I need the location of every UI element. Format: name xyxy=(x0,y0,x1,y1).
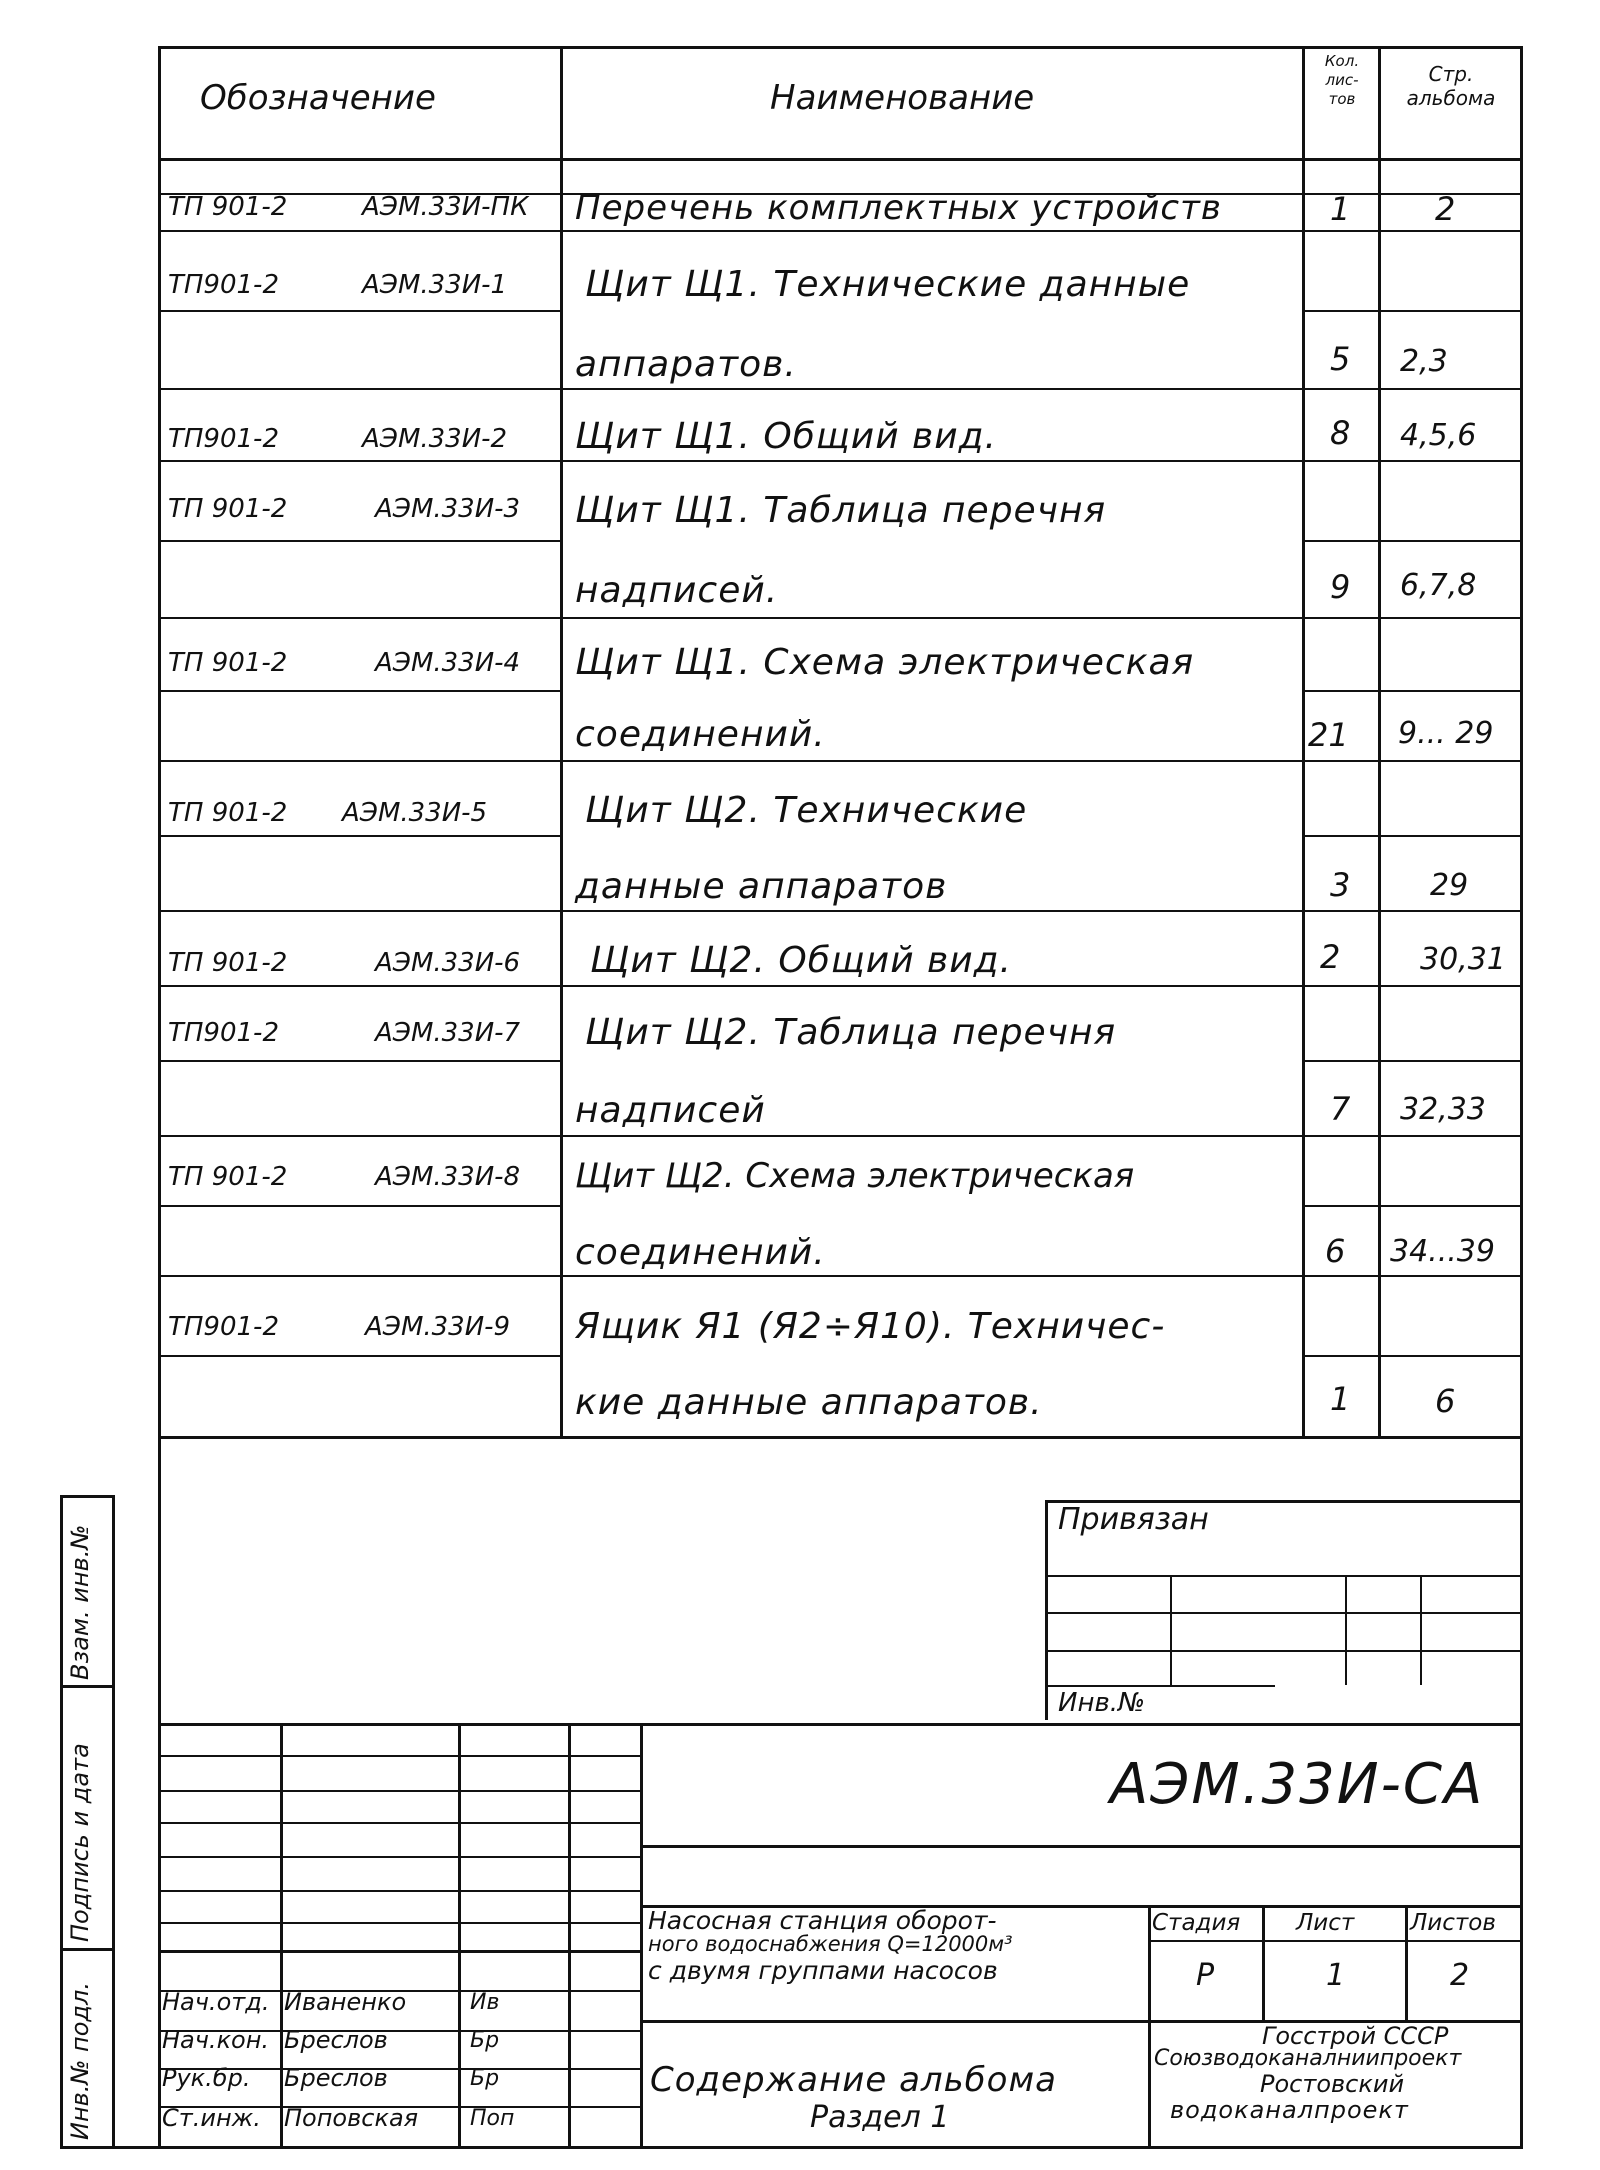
signer-signature: Поп xyxy=(470,2106,515,2131)
signer-signature: Бр xyxy=(470,2028,500,2053)
row-pages: 32,33 xyxy=(1400,1092,1486,1127)
header-album-page: Стр. альбома xyxy=(1406,62,1496,110)
signer-name: Иваненко xyxy=(284,1988,407,2016)
row-name-line: Щит Щ1. Общий вид. xyxy=(575,416,997,457)
project-desc-line: с двумя группами насосов xyxy=(648,1956,998,1985)
row-name-line: Щит Щ2. Таблица перечня xyxy=(585,1012,1117,1053)
row-name-line: Щит Щ2. Общий вид. xyxy=(590,940,1012,981)
row-code: ТП901-2 xyxy=(168,1312,279,1342)
row-name-line: Щит Щ2. Технические xyxy=(585,790,1028,831)
header-sheets: Кол. лис- тов xyxy=(1324,52,1360,108)
row-pages: 34...39 xyxy=(1390,1234,1495,1269)
row-sheets: 1 xyxy=(1330,190,1351,228)
sheet-value: 1 xyxy=(1326,1958,1346,1993)
signer-signature: Бр xyxy=(470,2066,500,2091)
org-line: водоканалпроект xyxy=(1170,2096,1409,2124)
row-code: ТП 901-2 xyxy=(168,798,288,828)
side-vzam: Взам. инв.№ xyxy=(66,1524,94,1680)
sheets-label: Листов xyxy=(1410,1910,1496,1936)
row-code: ТП 901-2 xyxy=(168,648,288,678)
sheet-label: Лист xyxy=(1296,1910,1355,1936)
org-line: Госстрой СССР xyxy=(1262,2022,1449,2050)
project-desc-line: Насосная станция оборот- xyxy=(648,1906,997,1935)
signer-role: Ст.инж. xyxy=(162,2104,261,2132)
row-suffix: АЭМ.33И-7 xyxy=(375,1018,521,1048)
row-pages: 9... 29 xyxy=(1398,716,1494,751)
binding-inv-label: Инв.№ xyxy=(1058,1688,1146,1718)
signer-role: Нач.кон. xyxy=(162,2026,270,2054)
doc-code: АЭМ.33И-СА xyxy=(1110,1752,1485,1817)
row-name-line: Щит Щ2. Схема электрическая xyxy=(575,1156,1135,1196)
row-pages: 2,3 xyxy=(1400,344,1448,379)
row-sheets: 21 xyxy=(1308,716,1349,754)
row-code: ТП901-2 xyxy=(168,424,279,454)
row-sheets: 3 xyxy=(1330,866,1351,904)
row-code: ТП901-2 xyxy=(168,1018,279,1048)
row-suffix: АЭМ.33И-6 xyxy=(375,948,521,978)
row-suffix: АЭМ.33И-2 xyxy=(362,424,508,454)
row-name-line: Перечень комплектных устройств xyxy=(575,188,1222,228)
org-line: Союзводоканалниипроект xyxy=(1154,2046,1462,2071)
signer-role: Рук.бр. xyxy=(162,2064,251,2092)
row-sheets: 9 xyxy=(1330,568,1351,606)
row-sheets: 5 xyxy=(1330,340,1351,378)
document-subtitle: Раздел 1 xyxy=(810,2100,950,2135)
row-suffix: АЭМ.33И-1 xyxy=(362,270,508,300)
row-suffix: АЭМ.33И-ПК xyxy=(362,192,529,222)
row-name-line: соединений. xyxy=(575,1232,826,1273)
row-name-line: Щит Щ1. Схема электрическая xyxy=(575,642,1195,683)
row-code: ТП 901-2 xyxy=(168,192,288,222)
row-name-line: аппаратов. xyxy=(575,344,797,385)
row-name-line: надписей. xyxy=(575,570,779,611)
row-code: ТП 901-2 xyxy=(168,1162,288,1192)
row-suffix: АЭМ.33И-9 xyxy=(365,1312,511,1342)
row-sheets: 7 xyxy=(1330,1090,1351,1128)
row-code: ТП 901-2 xyxy=(168,494,288,524)
row-pages: 30,31 xyxy=(1420,942,1506,977)
row-pages: 6 xyxy=(1435,1382,1456,1420)
row-code: ТП 901-2 xyxy=(168,948,288,978)
row-name-line: соединений. xyxy=(575,714,826,755)
row-pages: 2 xyxy=(1435,190,1456,228)
side-inv-podl: Инв.№ подл. xyxy=(66,1982,94,2140)
signer-name: Бреслов xyxy=(284,2026,388,2054)
row-sheets: 2 xyxy=(1320,938,1341,976)
signer-signature: Ив xyxy=(470,1990,500,2015)
row-sheets: 1 xyxy=(1330,1380,1351,1418)
signer-name: Бреслов xyxy=(284,2064,388,2092)
row-pages: 4,5,6 xyxy=(1400,418,1477,453)
header-designation: Обозначение xyxy=(200,78,436,118)
row-code: ТП901-2 xyxy=(168,270,279,300)
row-suffix: АЭМ.33И-4 xyxy=(375,648,521,678)
row-sheets: 8 xyxy=(1330,414,1351,452)
row-name-line: кие данные аппаратов. xyxy=(575,1382,1043,1423)
stage-label: Стадия xyxy=(1152,1910,1241,1936)
row-sheets: 6 xyxy=(1325,1232,1346,1270)
row-pages: 29 xyxy=(1430,868,1469,903)
row-suffix: АЭМ.33И-5 xyxy=(342,798,488,828)
row-name-line: Щит Щ1. Таблица перечня xyxy=(575,490,1107,531)
header-name: Наименование xyxy=(770,78,1035,118)
org-line: Ростовский xyxy=(1260,2070,1405,2098)
side-podpis: Подпись и дата xyxy=(66,1743,94,1942)
row-name-line: Щит Щ1. Технические данные xyxy=(585,264,1191,305)
project-desc-line: ного водоснабжения Q=12000м³ xyxy=(648,1932,1013,1956)
row-pages: 6,7,8 xyxy=(1400,568,1477,603)
row-suffix: АЭМ.33И-3 xyxy=(375,494,521,524)
signer-role: Нач.отд. xyxy=(162,1988,270,2016)
row-suffix: АЭМ.33И-8 xyxy=(375,1162,521,1192)
stage-value: Р xyxy=(1196,1958,1215,1993)
row-name-line: Ящик Я1 (Я2÷Я10). Техничес- xyxy=(575,1306,1166,1347)
document-title: Содержание альбома xyxy=(650,2060,1057,2100)
signer-name: Поповская xyxy=(284,2104,419,2132)
row-name-line: надписей xyxy=(575,1090,766,1131)
row-name-line: данные аппаратов xyxy=(575,866,948,907)
binding-title: Привязан xyxy=(1058,1502,1209,1537)
sheets-value: 2 xyxy=(1450,1958,1470,1993)
